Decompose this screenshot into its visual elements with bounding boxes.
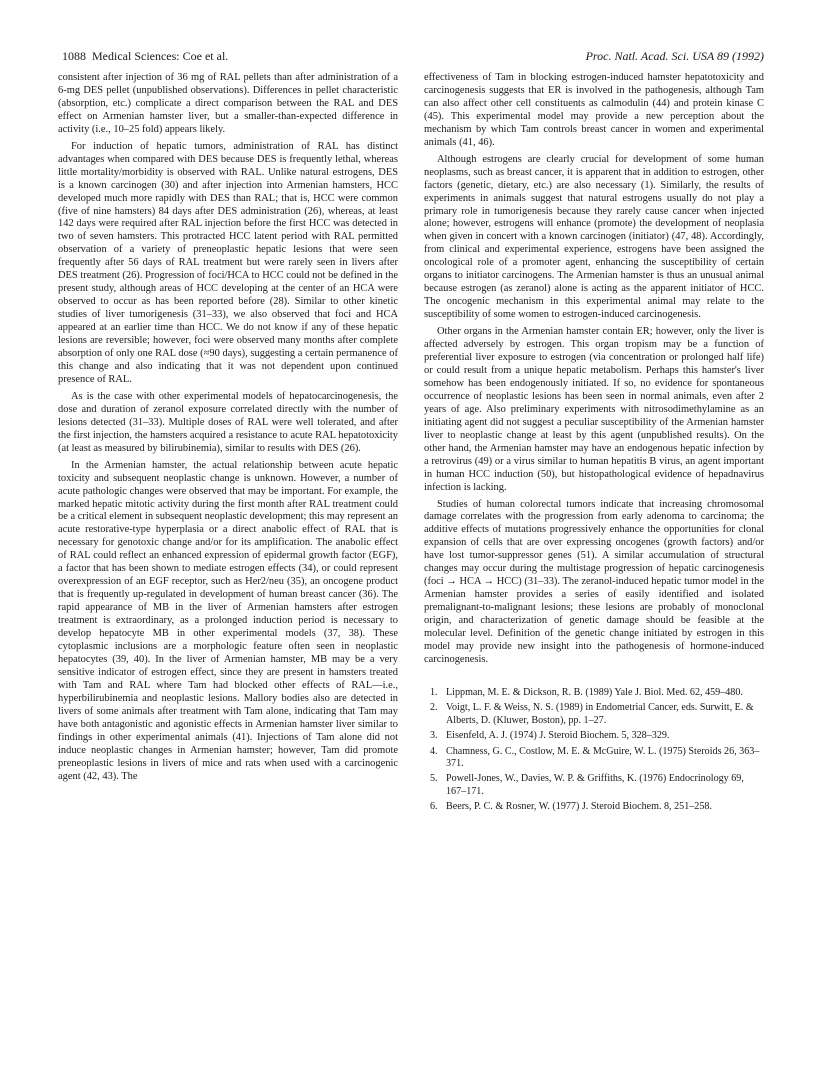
paragraph: In the Armenian hamster, the actual relationship between acute hepatic toxicity and subsequent neoplastic change is unknown. However, a number of acute pathologic changes were observed that may be important. For example, the marked hepatic mitotic activity during the first month after RAL treatment could be a critical element in subsequent neoplastic development; this may represent an acute restorative-type hyperplasia or a direct anabolic effect of RAL that is necessary for genotoxic change and/or for its amplification. The anabolic effect of RAL could reflect an enhanced expression of epidermal growth factor (EGF), a factor that has been shown to mediate estrogen effects (34), or could represent overexpression of an EGF receptor, such as Her2/neu (35), an oncogene product that is frequently up-regulated in development of human breast cancer (36). The rapid appearance of MB in the liver of Armenian hamsters after estrogen treatment is extraordinary, as a prolonged induction period is necessary to develop hepatocyte MB in other experimental models (37, 38). These cytoplasmic inclusions are a morphologic feature often seen in neoplastic hepatocytes (39, 40). In the liver of Armenian hamster, MB may be a very sensitive indicator of estrogen effect, since they are present in hamsters treated with Tam and RAL where Tam had blocked other effects of RAL—i.e., hyperbilirubinemia and neoplastic lesions. Mallory bodies also are detected in livers of some animals after treatment with Tam alone, indicating that Tam may have both antagonistic and agonistic effects in Armenian hamster liver similar to findings in other experimental animals (41). Injections of Tam alone did not induce neoplastic changes in Armenian hamster; however, Tam did promote preneoplastic lesions in livers of mice and rats when used with a carcinogenic agent (42, 43). The [58,459,398,782]
paragraph: Other organs in the Armenian hamster contain ER; however, only the liver is affected adversely by estrogen. This organ tropism may be a function of preferential liver exposure to estrogen (via concentration or prolonged half life) or could result from a unique hepatic metabolism. Perhaps this hamster's liver somehow has been endogenously initiated. If so, no evidence for spontaneous occurrence of neoplastic lesions has been seen in normal animals, even after 2 years of age. Also preliminary experiments with nitrosodimethylamine as an initiating agent did not suggest a peculiar susceptibility of the Armenian hamster liver to neoplastic change at least by this agent (unpublished results). On the other hand, the Armenian hamster may have an endogenous hepatic infection by a retrovirus (49) or a virus similar to human hepatitis B virus, an agent important in human HCC induction (50), but histopathological evidence of hepadnavirus infection is lacking. [424,326,764,493]
paragraph: consistent after injection of 36 mg of RAL pellets than after administration of a 6-mg DES pellet (unpublished observations). Differences in pellet characteristic (absorption, etc.) complicate a direct comparison between the RAL and DES effect on Armenian hamster liver, but a smaller-than-expected difference in activity (i.e., 10–25 fold) appears likely. [58,72,398,135]
paragraph: Although estrogens are clearly crucial for development of some human neoplasms, such as breast cancer, it is apparent that in addition to estrogen, other factors (genetic, dietary, etc.) are also necessary (1). Similarly, the results of experiments in animals suggest that natural estrogens usually do not play a primary role in tumorigenesis because they rarely cause cancer when injected alone; however, estrogens will enhance (promote) the development of neoplasia when given in concert with a known carcinogen (initiator) (47, 48). Accordingly, from clinical and experimental experience, estrogens have been assigned the oncological role of a promoter agent, enhancing the susceptibility of certain organs to initiator carcinogens. The Armenian hamster is thus an unusual animal because estrogen (as zeranol) alone is acting as the apparent initiator of HCC. The oncogenic mechanism in this experimental animal may relate to the susceptibility of some women to estrogen-induced carcinogenesis. [424,153,764,321]
reference-item: 2. Voigt, L. F. & Weiss, N. S. (1989) in Endometrial Cancer, eds. Surwitt, E. & Alberts, D. (Kluwer, Boston), pp. 1–27. [430,702,754,726]
left-column [58,72,398,783]
reference-item: 1. Lippman, M. E. & Dickson, R. B. (1989) Yale J. Biol. Med. 62, 459–480. [430,686,743,698]
page-header [62,48,764,64]
reference-item: 3. Eisenfeld, A. J. (1974) J. Steroid Biochem. 5, 328–329. [430,730,670,742]
reference-list [424,687,764,814]
reference-item: 5. Powell-Jones, W., Davies, W. P. & Griffiths, K. (1976) Endocrinology 69, 167–171. [430,773,744,797]
running-title: Medical Sciences: Coe et al. [92,49,229,63]
page-number: 1088 [62,49,86,63]
paragraph: Studies of human colorectal tumors indicate that increasing chromosomal damage correlates with the progression from early adenoma to carcinoma; the additive effects of mutations progressively enhance the opportunities for clonal expansion of cells that are over expressing oncogenes (growth factors) and/or have lost tumor-suppressor genes (51). A similar accumulation of structural changes may occur during the multistage progression of hepatic carcinogenesis (foci → HCA → HCC) (31–33). The zeranol-induced hepatic tumor model in the Armenian hamster provides a series of easily identified and isolated premalignant-to-malignant lesions; these lesions are probably of monoclonal origin, and characterization of genetic damage should be feasible at the molecular level. Definition of the genetic change initiated by estrogen in this model may provide new insight into the pathogenesis of hormone-induced carcinogenesis. [424,498,764,665]
reference-item: 6. Beers, P. C. & Rosner, W. (1977) J. Steroid Biochem. 8, 251–258. [430,801,712,813]
paragraph: For induction of hepatic tumors, administration of RAL has distinct advantages when compared with DES because DES is frequently lethal, whereas little mortality/morbidity is observed with RAL. Unlike natural estrogens, DES is a known carcinogen (30) and after injection into Armenian hamsters, HCC developed much more rapidly with DES than RAL; that is, HCC were common (five of nine hamsters) 84 days after DES administration (26), whereas, at least 142 days were required after RAL injection before the first HCC was detected in two of seven hamsters. This protracted HCC latent period with RAL permitted observation of a variety of preneoplastic hepatic lesions that were seen frequently after 56 days of RAL treatment but were rarely seen in livers after DES treatment (26). Progression of foci/HCA to HCC could not be defined in the present study, although areas of HCC developing at the center of an HCA were observed to occur as has been reported before (28). Similar to other kinetic studies of liver tumorigenesis (31–33), we also observed that foci and HCA appeared at an earlier time than HCC. We do not know if any of these hepatic lesions are reversible; however, foci were observed many months after complete absorption of only one RAL dose (≈90 days), suggesting a certain permanence of this change and also indicating that it was not dependent upon continued presence of RAL. [58,140,398,385]
journal-citation: Proc. Natl. Acad. Sci. USA 89 (1992) [585,49,764,63]
reference-item: 4. Chamness, G. C., Costlow, M. E. & McGuire, W. L. (1975) Steroids 26, 363–371. [430,745,760,769]
paragraph: As is the case with other experimental models of hepatocarcinogenesis, the dose and duration of zeranol exposure correlated directly with the number of lesions detected (31–33). Multiple doses of RAL were well tolerated, and after the first injection, the hamsters acquired a resistance to acute RAL hepatotoxicity (at least as measured by bilirubinemia), similar to results with DES (26). [58,390,398,454]
paragraph: effectiveness of Tam in blocking estrogen-induced hamster hepatotoxicity and carcinogenesis suggests that ER is involved in the pathogenesis, although Tam can also affect other cell constituents as calmodulin (44) and protein kinase C (45). This experimental model may provide a new perception about the mechanism by which Tam controls breast cancer in women and experimental animals (41, 46). [424,72,764,148]
right-column [424,72,764,817]
